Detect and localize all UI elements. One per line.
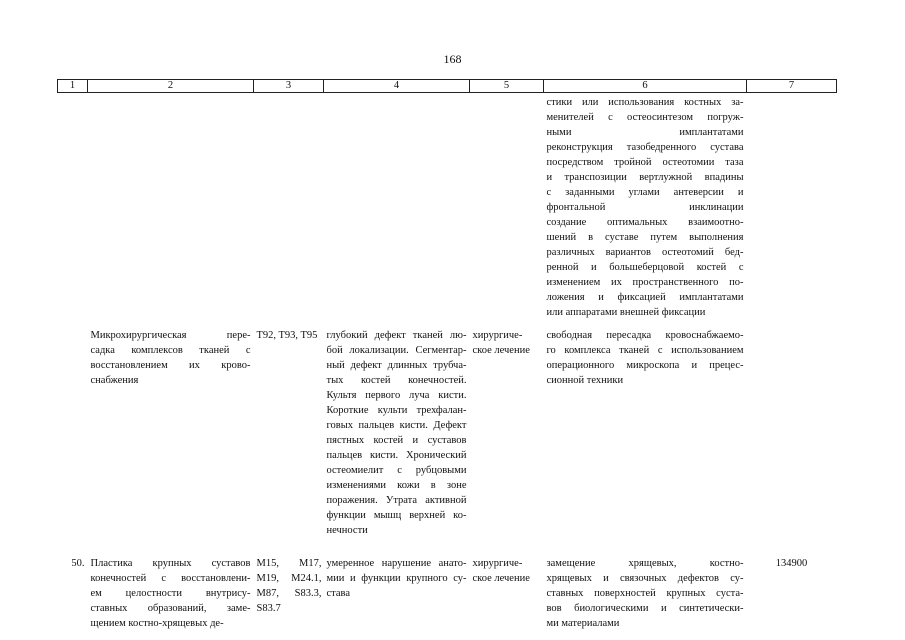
treatment-method-line: хрящевых и связочных дефектов су- xyxy=(546,573,744,584)
treatment-method-line: менителей с остеосинтезом погруж- xyxy=(546,112,744,123)
treatment-method-line: изменением их пространственного по- xyxy=(546,277,744,288)
patient-model-line: пястных костей и суставов xyxy=(326,435,467,446)
patient-model-cell xyxy=(324,320,470,548)
icd-codes-line: M87, S83.3, xyxy=(256,588,322,599)
col-header-7: 7 xyxy=(747,80,837,93)
price: 134900 xyxy=(775,558,808,569)
treatment-method-cell xyxy=(544,320,747,548)
treatment-type-line: ское лечение xyxy=(472,345,530,356)
col-header-1: 1 xyxy=(58,80,88,93)
treatment-method-line: ставных поверхностей крупных суста- xyxy=(546,588,744,599)
procedure-name-line: ставных образований, заме- xyxy=(90,603,251,614)
patient-model-line: поражения. Утрата активной xyxy=(326,495,467,506)
treatment-method-line: шений в суставе путем выполнения xyxy=(546,232,744,243)
col-header-3: 3 xyxy=(254,80,324,93)
patient-model-line: бой локализации. Сегментар- xyxy=(326,345,467,356)
treatment-method-cell xyxy=(544,548,747,631)
price-cell xyxy=(747,548,837,631)
col-header-4: 4 xyxy=(324,80,470,93)
treatment-type-line: хирургиче- xyxy=(472,558,523,569)
icd-codes-cell xyxy=(254,548,324,631)
patient-model-line: изменениями кожи в зоне xyxy=(326,480,467,491)
treatment-method-line: ными имплантатами xyxy=(546,127,744,138)
patient-model-line: функции мышц верхней ко- xyxy=(326,510,467,521)
icd-codes-line: M19, M24.1, xyxy=(256,573,322,584)
col-header-5: 5 xyxy=(470,80,544,93)
procedure-name-line: садка комплексов тканей с xyxy=(90,345,251,356)
procedure-name-line: Пластика крупных суставов xyxy=(90,558,251,569)
treatment-method-line: ложения и фиксацией имплантатами xyxy=(546,292,744,303)
patient-model-line: говых пальцев кисти. Дефект xyxy=(326,420,467,431)
table-row xyxy=(58,548,837,631)
treatment-method-line: с заданными углами антеверсии и xyxy=(546,187,744,198)
treatment-type-line: хирургиче- xyxy=(472,330,523,341)
treatment-type-line: ское лечение xyxy=(472,573,530,584)
page-number: 168 xyxy=(443,52,462,66)
col-header-6: 6 xyxy=(544,80,747,93)
patient-model-line: ный дефект длинных трубча- xyxy=(326,360,467,371)
procedure-name-line: восстановлением их крово- xyxy=(90,360,251,371)
procedures-table xyxy=(57,79,837,631)
treatment-method-line: создание оптимальных взаимоотно- xyxy=(546,217,744,228)
procedure-name-line: Микрохирургическая пере- xyxy=(90,330,251,341)
patient-model-line: Культя первого луча кисти. xyxy=(326,390,467,401)
icd-codes-cell xyxy=(254,93,324,321)
treatment-method-line: различных вариантов остеотомий бед- xyxy=(546,247,744,258)
treatment-method-line: операционного микроскопа и прецес- xyxy=(546,360,744,371)
treatment-method-cell xyxy=(544,93,747,321)
procedure-name-line: ем целостности внутрису- xyxy=(90,588,251,599)
icd-codes-line: T92, T93, T95 xyxy=(256,330,318,341)
treatment-type-cell xyxy=(470,93,544,321)
procedure-name-cell xyxy=(88,320,254,548)
treatment-method-line: посредством тройной остеотомии таза xyxy=(546,157,744,168)
patient-model-line: умеренное нарушение анато- xyxy=(326,558,467,569)
price-cell xyxy=(747,320,837,548)
row-number-cell xyxy=(58,320,88,548)
treatment-method-line: го комплекса тканей с использованием xyxy=(546,345,744,356)
procedure-name-cell xyxy=(88,93,254,321)
treatment-method-line: стики или использования костных за- xyxy=(546,97,744,108)
patient-model-line: става xyxy=(326,588,351,599)
patient-model-cell xyxy=(324,93,470,321)
procedure-name-line: конечностей с восстановлени- xyxy=(90,573,251,584)
treatment-method-line: вов биологическими и синтетически- xyxy=(546,603,744,614)
patient-model-line: пальцев кисти. Хронический xyxy=(326,450,467,461)
col-header-2: 2 xyxy=(88,80,254,93)
row-number: 50. xyxy=(71,558,85,569)
header-row xyxy=(58,80,837,93)
treatment-method-line: свободная пересадка кровоснабжаемо- xyxy=(546,330,744,341)
treatment-method-line: и транспозиции вертлужной впадины xyxy=(546,172,744,183)
treatment-method-line: фронтальной инклинации xyxy=(546,202,744,213)
table-row xyxy=(58,320,837,548)
treatment-method-line: сионной техники xyxy=(546,375,624,386)
patient-model-line: нечности xyxy=(326,525,368,536)
treatment-method-line: реконструкция тазобедренного сустава xyxy=(546,142,744,153)
patient-model-line: мии и функции крупного су- xyxy=(326,573,467,584)
procedure-name-cell xyxy=(88,548,254,631)
treatment-method-line: ми материалами xyxy=(546,618,620,629)
icd-codes-line: M15, M17, xyxy=(256,558,322,569)
patient-model-line: Короткие культи трехфалан- xyxy=(326,405,467,416)
treatment-type-cell xyxy=(470,320,544,548)
row-number-cell xyxy=(58,548,88,631)
icd-codes-cell xyxy=(254,320,324,548)
treatment-method-line: или аппаратами внешней фиксации xyxy=(546,307,706,318)
patient-model-line: тых костей конечностей. xyxy=(326,375,467,386)
table-row xyxy=(58,93,837,321)
procedure-name-line: щением костно-хрящевых де- xyxy=(90,618,224,629)
patient-model-line: глубокий дефект тканей лю- xyxy=(326,330,467,341)
treatment-type-cell xyxy=(470,548,544,631)
procedure-name-line: снабжения xyxy=(90,375,139,386)
row-number-cell xyxy=(58,93,88,321)
patient-model-line: остеомиелит с рубцовыми xyxy=(326,465,467,476)
icd-codes-line: S83.7 xyxy=(256,603,281,614)
treatment-method-line: ренной и большеберцовой костей с xyxy=(546,262,744,273)
treatment-method-line: замещение хрящевых, костно- xyxy=(546,558,744,569)
price-cell xyxy=(747,93,837,321)
patient-model-cell xyxy=(324,548,470,631)
